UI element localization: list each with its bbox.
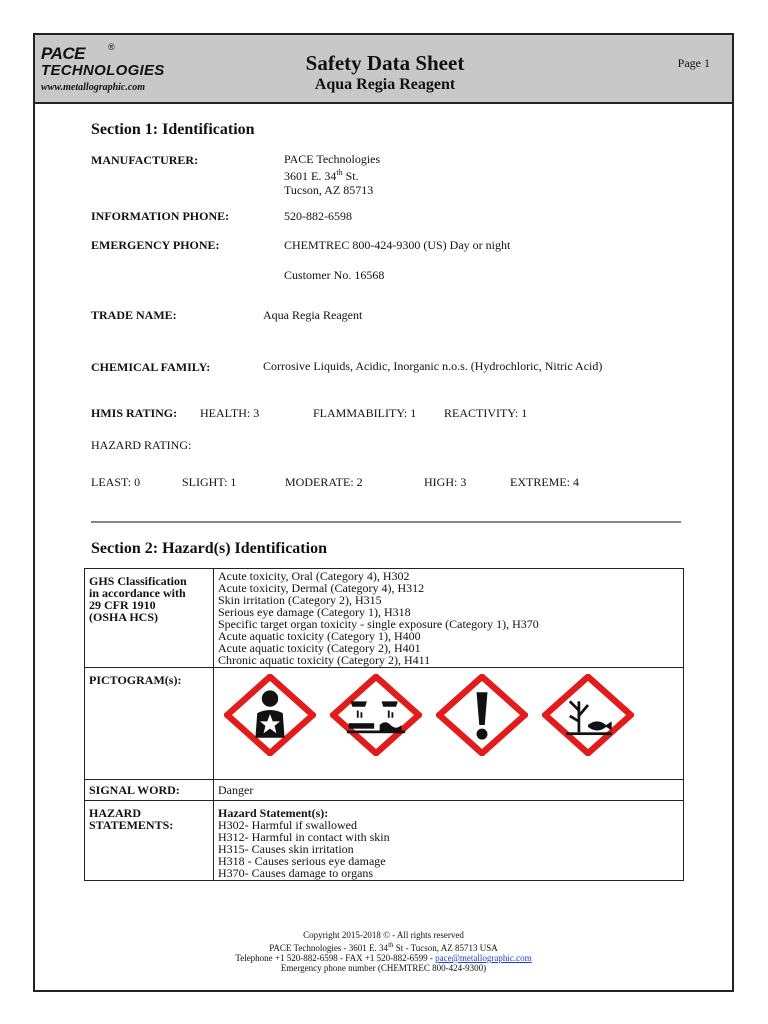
section-divider [91, 521, 681, 523]
hmis-health: HEALTH: 3 [200, 406, 260, 420]
health-hazard-icon [224, 674, 316, 756]
emergency-phone-label: EMERGENCY PHONE: [91, 238, 220, 252]
list-item: H312- Harmful in contact with skin [218, 830, 390, 844]
emergency-phone-value: CHEMTREC 800-424-9300 (US) Day or night [284, 238, 511, 252]
page-footer [35, 930, 732, 973]
list-item: Acute aquatic toxicity (Category 2), H401 [218, 641, 421, 655]
scale-extreme: EXTREME: 4 [510, 475, 579, 489]
logo-word-technologies: TECHNOLOGIES [41, 62, 165, 79]
environment-icon [542, 674, 634, 756]
sds-page [33, 33, 734, 992]
section1-heading: Section 1: Identification [91, 121, 255, 138]
manufacturer-label: MANUFACTURER: [91, 153, 199, 167]
document-title: Safety Data Sheet [305, 51, 465, 75]
hmis-rating-label: HMIS RATING: [91, 406, 178, 420]
table-row [85, 668, 684, 780]
hazard-statements-list [214, 801, 684, 881]
logo-registered-mark: ® [108, 42, 115, 52]
chemical-family-value: Corrosive Liquids, Acidic, Inorganic n.o.s. (Hydrochloric, Nitric Acid) [263, 359, 603, 373]
list-item: H370- Causes damage to organs [218, 866, 374, 880]
pictogram-label: PICTOGRAM(s): [85, 668, 214, 780]
list-item: Specific target organ toxicity - single exposure (Category 1), H370 [218, 617, 539, 631]
ghs-classification-list [214, 569, 684, 668]
pace-logo [41, 44, 211, 99]
customer-number: Customer No. 16568 [284, 268, 385, 282]
footer-emergency: Emergency phone number (CHEMTREC 800-424-9300) [280, 963, 487, 973]
document-subtitle: Aqua Regia Reagent [314, 76, 456, 93]
list-item: Serious eye damage (Category 1), H318 [218, 605, 411, 619]
pictogram-cell [214, 668, 684, 780]
table-row [85, 780, 684, 801]
signal-word-value: Danger [214, 780, 684, 801]
scale-moderate: MODERATE: 2 [285, 475, 363, 489]
table-row [85, 569, 684, 668]
hazard-rating-label: HAZARD RATING: [91, 438, 192, 452]
manufacturer-value [284, 152, 380, 197]
scale-high: HIGH: 3 [424, 475, 467, 489]
footer-address: PACE Technologies - 3601 E. 34th St - Tucson, AZ 85713 USA [269, 941, 498, 953]
manufacturer-name: PACE Technologies [284, 152, 381, 166]
trade-name-label: TRADE NAME: [91, 308, 177, 322]
list-item: H315- Causes skin irritation [218, 842, 354, 856]
list-item: Acute aquatic toxicity (Category 1), H400 [218, 629, 421, 643]
scale-least: LEAST: 0 [91, 475, 141, 489]
hmis-reactivity: REACTIVITY: 1 [444, 406, 528, 420]
signal-word-label: SIGNAL WORD: [85, 780, 214, 801]
hazard-table [84, 568, 684, 881]
information-phone-label: INFORMATION PHONE: [91, 209, 230, 223]
list-item: Acute toxicity, Oral (Category 4), H302 [218, 569, 410, 583]
exclamation-mark-icon [436, 674, 528, 756]
manufacturer-city: Tucson, AZ 85713 [284, 183, 374, 197]
corrosion-icon [330, 674, 422, 756]
scale-slight: SLIGHT: 1 [182, 475, 237, 489]
footer-email-link[interactable]: pace@metallographic.com [435, 953, 532, 963]
logo-url[interactable]: www.metallographic.com [41, 82, 146, 93]
list-item: Skin irritation (Category 2), H315 [218, 593, 382, 607]
trade-name-value: Aqua Regia Reagent [263, 308, 363, 322]
chemical-family-label: CHEMICAL FAMILY: [91, 360, 211, 374]
information-phone-value: 520-882-6598 [284, 209, 352, 223]
ghs-classification-label: GHS Classification in accordance with 29 CFR 1910 (OSHA HCS) [85, 569, 214, 668]
manufacturer-street: 3601 E. 34th St. [284, 168, 359, 183]
list-item: H302- Harmful if swallowed [218, 818, 357, 832]
hazard-statements-label: HAZARD STATEMENTS: [85, 801, 214, 881]
section2-heading: Section 2: Hazard(s) Identification [91, 540, 327, 557]
list-item: H318 - Causes serious eye damage [218, 854, 386, 868]
footer-contact: Telephone +1 520-882-6598 - FAX +1 520-882-6599 - pace@metallographic.com [235, 953, 532, 963]
list-item: Acute toxicity, Dermal (Category 4), H312 [218, 581, 425, 595]
hmis-flammability: FLAMMABILITY: 1 [313, 406, 417, 420]
table-row [85, 801, 684, 881]
page-number: Page 1 [677, 56, 710, 70]
hazard-statements-heading: Hazard Statement(s): [218, 806, 329, 820]
list-item: Chronic aquatic toxicity (Category 2), H411 [218, 653, 431, 667]
document-header [35, 35, 732, 104]
logo-word-pace: PACE [41, 44, 85, 63]
footer-copyright: Copyright 2015-2018 © - All rights reserved [303, 930, 464, 940]
